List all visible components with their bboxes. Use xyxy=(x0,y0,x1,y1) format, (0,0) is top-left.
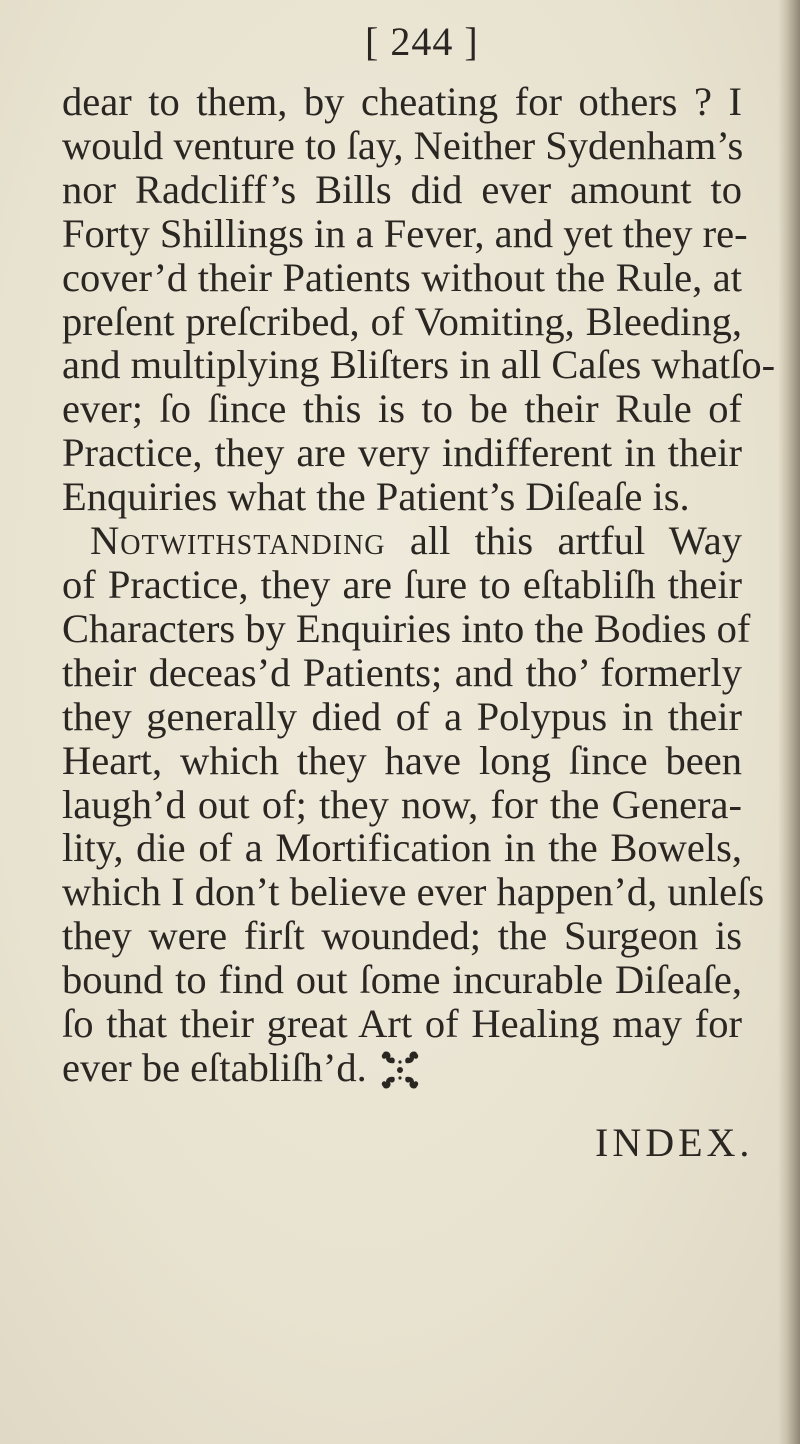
page-edge-shadow xyxy=(778,0,800,1444)
text-line: would venture to ſay, Neither Sydenham’s xyxy=(62,122,744,168)
text-line: lity, die of a Mortification in the Bowels, xyxy=(62,825,742,871)
text-line: ever; ſo ſince this is to be their Rule of xyxy=(62,386,742,432)
text-line-last: ever be eſtabliſh’d. xyxy=(62,1044,367,1090)
text-line: of Practice, they are ſure to eſtabliſh their xyxy=(62,561,742,607)
text-line: Characters by Enquiries into the Bodies of xyxy=(62,605,751,651)
paragraph-opening-line xyxy=(62,519,742,563)
text-line: laugh’d out of; they now, for the Genera- xyxy=(62,781,742,827)
index-heading: INDEX. xyxy=(595,1120,754,1165)
body-text xyxy=(62,79,776,1090)
text-line: they were firſt wounded; the Surgeon is xyxy=(62,913,742,959)
text-line: bound to find out ſome incurable Diſeaſe, xyxy=(62,957,742,1003)
text-line: their deceas’d Patients; and tho’ formerly xyxy=(62,649,742,695)
text-line: which I don’t believe ever happen’d, unleſs xyxy=(62,869,765,915)
text-line: cover’d their Patients without the Rule, at xyxy=(62,254,742,300)
text-line: dear to them, by cheating for others ? I xyxy=(62,79,742,124)
printers-ornament-icon xyxy=(378,1048,422,1092)
text-line: and multiplying Bliſters in all Caſes whatſo- xyxy=(62,342,776,388)
text-line: Practice, they are very indifferent in their xyxy=(62,430,742,476)
text-line: Enquiries what the Patient’s Diſeaſe is. xyxy=(62,474,690,520)
opening-small-caps-word: Notwithstanding xyxy=(90,518,386,564)
page-number: [ 244 ] xyxy=(365,19,479,64)
opening-line-rest: all this artful Way xyxy=(409,518,742,564)
text-line: they generally died of a Polypus in their xyxy=(62,693,742,739)
text-line: nor Radcliff’s Bills did ever amount to xyxy=(62,166,742,212)
text-line: ſo that their great Art of Healing may for xyxy=(62,1001,742,1047)
text-line: Forty Shillings in a Fever, and yet they re- xyxy=(62,210,748,256)
text-line: preſent preſcribed, of Vomiting, Bleeding, xyxy=(62,298,742,344)
text-line: Heart, which they have long ſince been xyxy=(62,737,742,783)
